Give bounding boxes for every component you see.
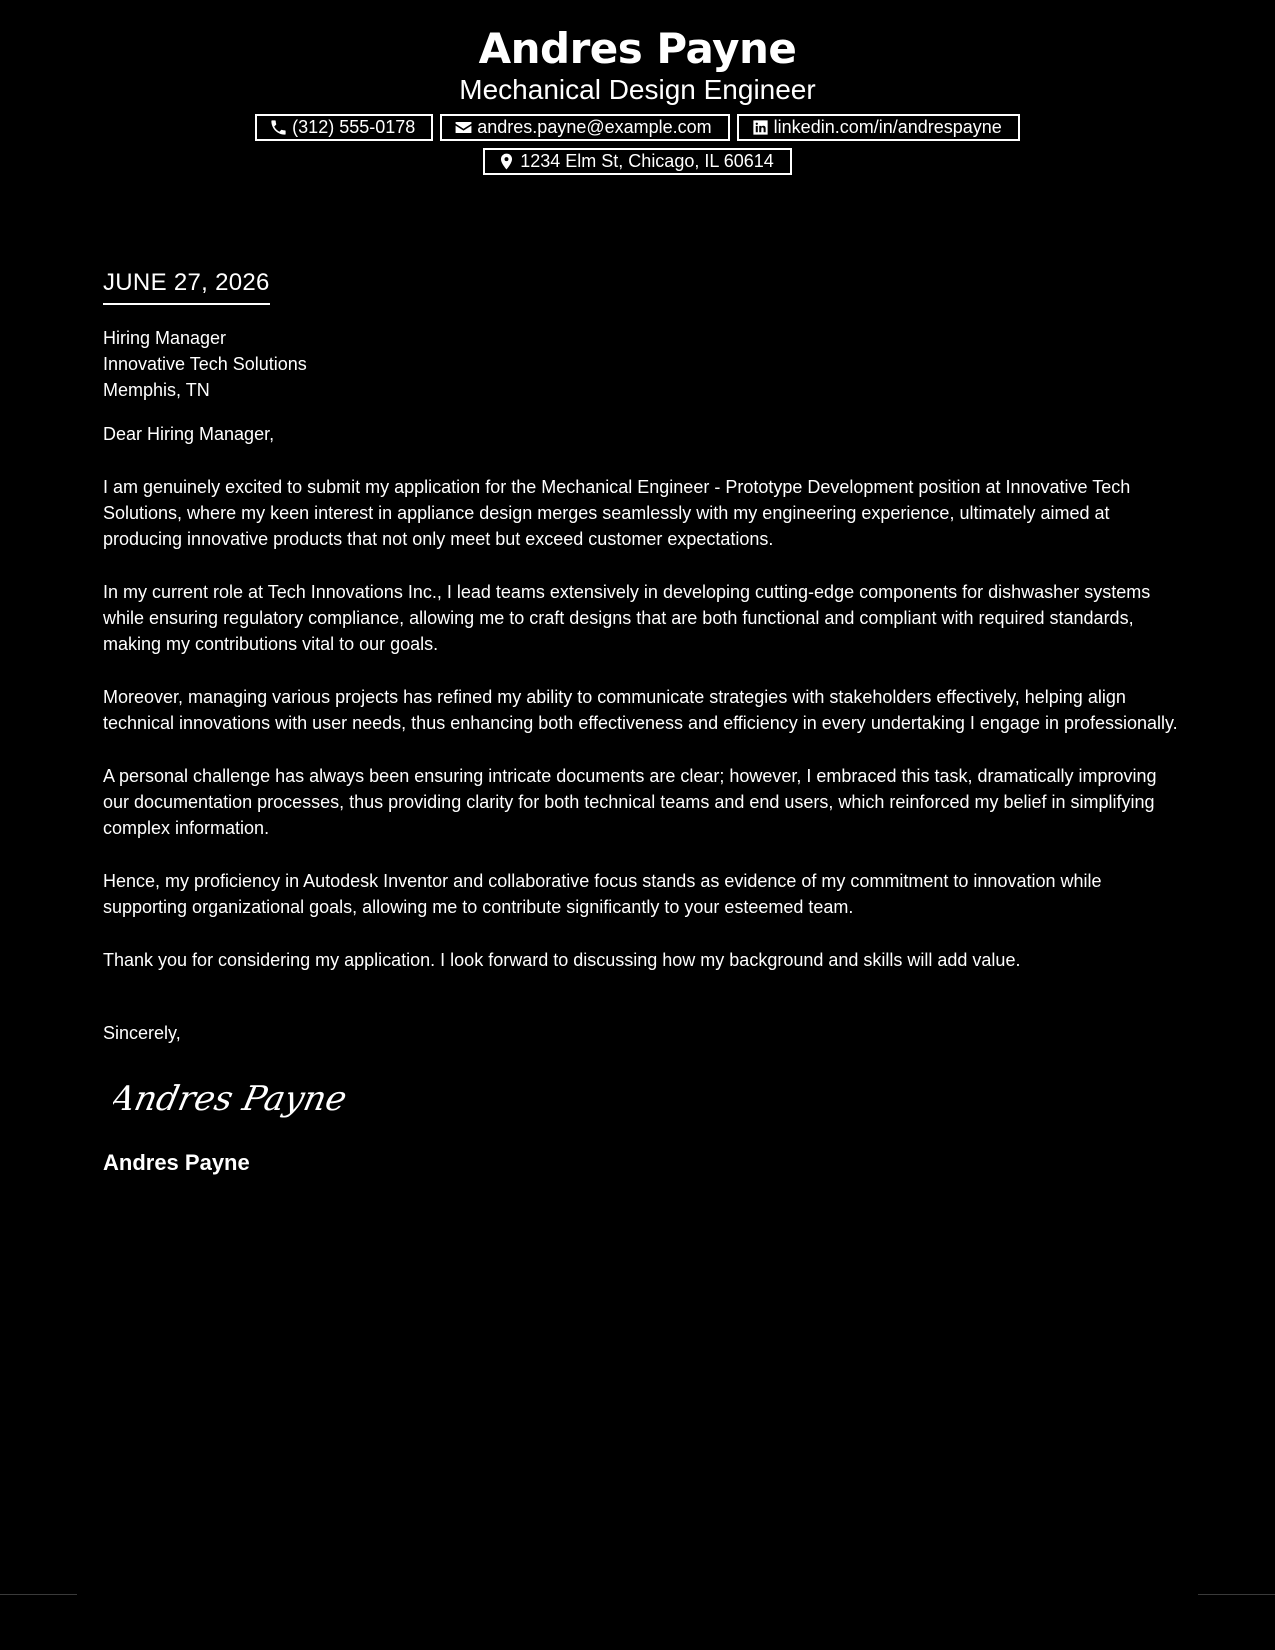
phone-chip[interactable] [255,114,433,141]
footer-divider-left [0,1594,77,1595]
applicant-title: Mechanical Design Engineer [459,74,816,105]
letter-content [103,421,1178,973]
email-chip[interactable] [440,114,729,141]
recipient-location: Memphis, TN [103,380,210,400]
handwritten-signature [113,1068,373,1124]
phone-text: (312) 555-0178 [292,117,416,137]
phone-icon [269,118,288,137]
signer-name: Andres Payne [103,1150,250,1175]
paragraph-1: I am genuinely excited to submit my application for the Mechanical Engineer - Prototype Development position at Innovative Tech Solutions, where my keen interest in appliance design merges seamlessly with my engineering experience, ultimately aimed at producing innovative products that not only meet but exceed customer expectations. [103,477,1131,549]
address-text: 1234 Elm St, Chicago, IL 60614 [520,151,774,171]
recipient-block [103,325,1178,403]
recipient-title: Hiring Manager [103,328,227,348]
closing: Sincerely, [103,1023,181,1043]
letter-date: JUNE 27, 2026 [103,268,270,305]
contact-row-secondary [0,148,1275,175]
envelope-icon [454,118,473,137]
recipient-company: Innovative Tech Solutions [103,354,307,374]
map-marker-icon [497,152,516,171]
svg-text:Andres Payne: Andres Payne [113,1079,351,1119]
footer-divider-right [1198,1594,1275,1595]
linkedin-icon [751,118,770,137]
paragraph-5: Hence, my proficiency in Autodesk Inventor and collaborative focus stands as evidence of my commitment to innovation while supporting organizational goals, allowing me to contribute significantly to your esteemed team. [103,871,1102,917]
paragraph-6: Thank you for considering my application. I look forward to discussing how my background and skills will add value. [103,950,1021,970]
paragraph-3: Moreover, managing various projects has refined my ability to communicate strategies with stakeholders effectively, helping align technical innovations with user needs, thus enhancing both effectiveness and efficiency in every undertaking I engage in professionally. [103,687,1178,733]
linkedin-chip[interactable] [737,114,1020,141]
contact-row-primary [0,114,1275,141]
salutation: Dear Hiring Manager, [103,424,275,444]
linkedin-text: linkedin.com/in/andrespayne [773,117,1002,137]
applicant-name: Andres Payne [478,24,797,73]
address-chip [483,148,792,175]
paragraph-4: A personal challenge has always been ensuring intricate documents are clear; however, I embraced this task, dramatically improving our documentation processes, thus providing clarity for both technical teams and end users, which reinforced my belief in simplifying complex information. [103,766,1157,838]
paragraph-2: In my current role at Tech Innovations Inc., I lead teams extensively in developing cutting-edge components for dishwasher systems while ensuring regulatory compliance, allowing me to craft designs that are both functional and compliant with required standards, making my contributions vital to our goals. [103,582,1151,654]
letter-header [0,0,1275,175]
email-text: andres.payne@example.com [477,117,712,137]
letter-body [103,268,1178,1177]
